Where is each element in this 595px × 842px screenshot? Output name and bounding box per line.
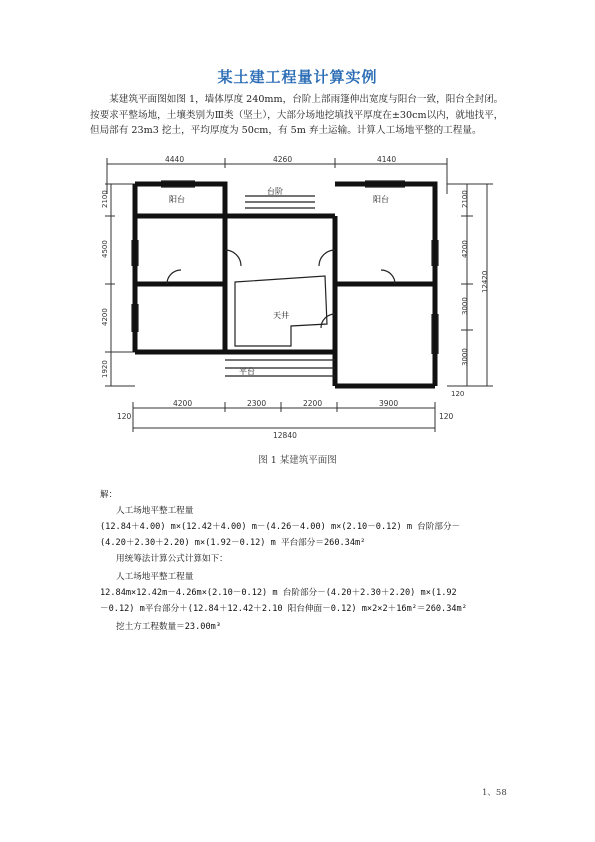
dim-right-1: 2100	[461, 190, 469, 208]
page-number: 1、58	[482, 788, 507, 798]
dim-bottom-1: 4200	[173, 399, 193, 408]
dim-total-right: 12420	[481, 270, 489, 293]
dim-top-2: 4260	[273, 155, 293, 164]
dim-left-1: 2100	[101, 190, 109, 208]
dim-bottom-3: 2200	[303, 399, 323, 408]
dim-left-3: 4200	[101, 308, 109, 326]
solution-line-1: 人工场地平整工程量	[116, 506, 194, 516]
solution-line-4: 用统筹法计算公式计算如下：	[116, 554, 228, 564]
solution-heading: 解：	[100, 490, 118, 500]
solution-line-6: 12.84m×12.42m－4.26m×(2.10－0.12) m 台阶部分－(4.20＋2.30＋2.20) m×(1.92	[100, 588, 457, 598]
dim-total-bottom: 12840	[273, 431, 297, 440]
solution-line-2: (12.84＋4.00) m×(12.42＋4.00) m－(4.26－4.00) m×(2.10－0.12) m 台阶部分－	[100, 522, 461, 532]
solution-line-8: 挖土方工程数量＝23.00m³	[116, 622, 221, 632]
dim-right-bottom: 120	[451, 390, 465, 398]
dim-bottom-2: 2300	[247, 399, 267, 408]
solution-line-5: 人工场地平整工程量	[116, 572, 194, 582]
problem-paragraph: 某建筑平面图如图 1，墙体厚度 240mm，台阶上部雨篷伸出宽度与阳台一致，阳台全封闭。按要求平整场地，土壤类别为Ⅲ类（坚土），大部分场地挖填找平厚度在±30cm以内，就地找平，但局部有 23m3 挖土，平均厚度为 50cm，有 5m 弃土运输。计算人工场地平整的工程量。	[90, 94, 504, 136]
page-title: 某土建工程量计算实例	[217, 68, 378, 86]
dim-bottom-edge-right: 120	[439, 412, 454, 421]
label-balcony-left: 阳台	[169, 195, 185, 204]
dim-bottom-4: 3900	[379, 399, 399, 408]
dim-right-4: 3000	[461, 348, 469, 366]
figure-caption: 图 1 某建筑平面图	[258, 455, 337, 466]
dim-bottom-edge-left: 120	[117, 412, 132, 421]
label-courtyard: 天井	[273, 311, 289, 320]
label-platform: 平台	[239, 367, 255, 376]
dim-right-2: 4200	[461, 240, 469, 258]
dim-top-3: 4140	[377, 155, 397, 164]
solution-line-3: (4.20＋2.30＋2.20) m×(1.92－0.12) m 平台部分＝260.34m²	[100, 538, 366, 548]
floor-plan-figure	[95, 154, 505, 444]
dim-left-4: 1920	[101, 360, 109, 378]
solution-line-7: －0.12) m平台部分＋(12.84＋12.42＋2.10 阳台伸面－0.12) m×2×2＋16m²＝260.34m²	[100, 604, 467, 614]
label-steps: 台阶	[267, 187, 283, 196]
dim-left-2: 4500	[101, 240, 109, 258]
dim-right-3: 3000	[461, 297, 469, 315]
dim-top-1: 4440	[165, 155, 185, 164]
label-balcony-right: 阳台	[373, 195, 389, 204]
